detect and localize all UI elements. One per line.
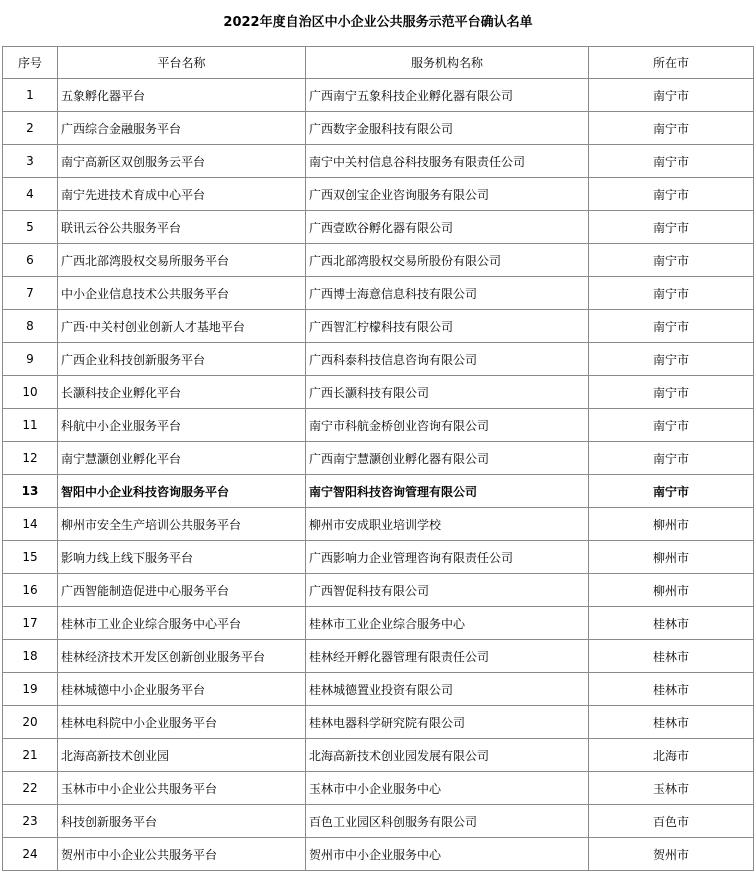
city-name: 柳州市 (589, 508, 754, 541)
org-name: 百色工业园区科创服务有限公司 (306, 805, 589, 838)
row-number: 20 (3, 706, 58, 739)
header-no: 序号 (3, 47, 58, 79)
row-number: 11 (3, 409, 58, 442)
city-name: 南宁市 (589, 145, 754, 178)
table-row (3, 376, 754, 409)
org-name: 桂林城德置业投资有限公司 (306, 673, 589, 706)
table-row (3, 640, 754, 673)
platform-name: 桂林电科院中小企业服务平台 (58, 706, 306, 739)
platform-name: 影响力线上线下服务平台 (58, 541, 306, 574)
platform-name: 南宁慧灏创业孵化平台 (58, 442, 306, 475)
org-name: 南宁市科航金桥创业咨询有限公司 (306, 409, 589, 442)
row-number: 22 (3, 772, 58, 805)
platform-name: 科航中小企业服务平台 (58, 409, 306, 442)
platform-name: 南宁先进技术育成中心平台 (58, 178, 306, 211)
org-name: 桂林市工业企业综合服务中心 (306, 607, 589, 640)
city-name: 南宁市 (589, 79, 754, 112)
platform-name: 广西智能制造促进中心服务平台 (58, 574, 306, 607)
header-org-name: 服务机构名称 (306, 47, 589, 79)
table-row (3, 409, 754, 442)
org-name: 广西壹欧谷孵化器有限公司 (306, 211, 589, 244)
table-row (3, 673, 754, 706)
org-name: 广西双创宝企业咨询服务有限公司 (306, 178, 589, 211)
city-name: 百色市 (589, 805, 754, 838)
org-name: 玉林市中小企业服务中心 (306, 772, 589, 805)
platform-name: 桂林城德中小企业服务平台 (58, 673, 306, 706)
row-number: 18 (3, 640, 58, 673)
city-name: 南宁市 (589, 277, 754, 310)
row-number: 7 (3, 277, 58, 310)
row-number: 12 (3, 442, 58, 475)
platform-name: 长灏科技企业孵化平台 (58, 376, 306, 409)
org-name: 柳州市安成职业培训学校 (306, 508, 589, 541)
platform-name: 广西综合金融服务平台 (58, 112, 306, 145)
row-number: 1 (3, 79, 58, 112)
row-number: 13 (3, 475, 58, 508)
org-name: 广西北部湾股权交易所股份有限公司 (306, 244, 589, 277)
table-row (3, 706, 754, 739)
platform-name: 桂林市工业企业综合服务中心平台 (58, 607, 306, 640)
table-row (3, 112, 754, 145)
row-number: 8 (3, 310, 58, 343)
table-row (3, 838, 754, 871)
org-name: 广西长灏科技有限公司 (306, 376, 589, 409)
org-name: 广西数字金服科技有限公司 (306, 112, 589, 145)
org-name: 广西智促科技有限公司 (306, 574, 589, 607)
table-row (3, 772, 754, 805)
row-number: 17 (3, 607, 58, 640)
table-row (3, 475, 754, 508)
org-name: 广西科泰科技信息咨询有限公司 (306, 343, 589, 376)
city-name: 桂林市 (589, 673, 754, 706)
org-name: 南宁智阳科技咨询管理有限公司 (306, 475, 589, 508)
row-number: 9 (3, 343, 58, 376)
row-number: 5 (3, 211, 58, 244)
table-row (3, 343, 754, 376)
city-name: 南宁市 (589, 310, 754, 343)
city-name: 桂林市 (589, 640, 754, 673)
city-name: 南宁市 (589, 442, 754, 475)
table-row (3, 508, 754, 541)
org-name: 广西南宁慧灏创业孵化器有限公司 (306, 442, 589, 475)
org-name: 贺州市中小企业服务中心 (306, 838, 589, 871)
row-number: 21 (3, 739, 58, 772)
table-row (3, 277, 754, 310)
platform-name: 南宁高新区双创服务云平台 (58, 145, 306, 178)
platform-name: 桂林经济技术开发区创新创业服务平台 (58, 640, 306, 673)
table-header-row (3, 47, 754, 79)
org-name: 南宁中关村信息谷科技服务有限责任公司 (306, 145, 589, 178)
row-number: 15 (3, 541, 58, 574)
city-name: 南宁市 (589, 475, 754, 508)
org-name: 广西影响力企业管理咨询有限责任公司 (306, 541, 589, 574)
header-city: 所在市 (589, 47, 754, 79)
row-number: 24 (3, 838, 58, 871)
org-name: 桂林经开孵化器管理有限责任公司 (306, 640, 589, 673)
platform-name: 中小企业信息技术公共服务平台 (58, 277, 306, 310)
city-name: 南宁市 (589, 409, 754, 442)
row-number: 16 (3, 574, 58, 607)
table-row (3, 574, 754, 607)
platform-name: 北海高新技术创业园 (58, 739, 306, 772)
org-name: 广西博士海意信息科技有限公司 (306, 277, 589, 310)
row-number: 6 (3, 244, 58, 277)
city-name: 玉林市 (589, 772, 754, 805)
table-row (3, 211, 754, 244)
document-title: 2022年度自治区中小企业公共服务示范平台确认名单 (223, 15, 533, 30)
city-name: 南宁市 (589, 211, 754, 244)
platform-name: 科技创新服务平台 (58, 805, 306, 838)
city-name: 北海市 (589, 739, 754, 772)
table-row (3, 541, 754, 574)
city-name: 桂林市 (589, 607, 754, 640)
city-name: 柳州市 (589, 541, 754, 574)
platform-table (2, 46, 754, 871)
table-row (3, 805, 754, 838)
platform-name: 联讯云谷公共服务平台 (58, 211, 306, 244)
table-row (3, 739, 754, 772)
org-name: 广西智汇柠檬科技有限公司 (306, 310, 589, 343)
platform-name: 贺州市中小企业公共服务平台 (58, 838, 306, 871)
city-name: 南宁市 (589, 343, 754, 376)
platform-name: 广西北部湾股权交易所服务平台 (58, 244, 306, 277)
row-number: 2 (3, 112, 58, 145)
row-number: 19 (3, 673, 58, 706)
row-number: 10 (3, 376, 58, 409)
platform-name: 玉林市中小企业公共服务平台 (58, 772, 306, 805)
city-name: 南宁市 (589, 376, 754, 409)
org-name: 北海高新技术创业园发展有限公司 (306, 739, 589, 772)
platform-name: 智阳中小企业科技咨询服务平台 (58, 475, 306, 508)
row-number: 23 (3, 805, 58, 838)
table-row (3, 442, 754, 475)
table-row (3, 79, 754, 112)
table-row (3, 244, 754, 277)
org-name: 桂林电器科学研究院有限公司 (306, 706, 589, 739)
city-name: 柳州市 (589, 574, 754, 607)
city-name: 南宁市 (589, 244, 754, 277)
table-row (3, 145, 754, 178)
org-name: 广西南宁五象科技企业孵化器有限公司 (306, 79, 589, 112)
row-number: 14 (3, 508, 58, 541)
platform-name: 广西·中关村创业创新人才基地平台 (58, 310, 306, 343)
city-name: 南宁市 (589, 178, 754, 211)
header-platform-name: 平台名称 (58, 47, 306, 79)
city-name: 桂林市 (589, 706, 754, 739)
platform-name: 柳州市安全生产培训公共服务平台 (58, 508, 306, 541)
table-row (3, 178, 754, 211)
table-row (3, 607, 754, 640)
row-number: 3 (3, 145, 58, 178)
city-name: 贺州市 (589, 838, 754, 871)
city-name: 南宁市 (589, 112, 754, 145)
table-row (3, 310, 754, 343)
row-number: 4 (3, 178, 58, 211)
platform-name: 五象孵化器平台 (58, 79, 306, 112)
platform-name: 广西企业科技创新服务平台 (58, 343, 306, 376)
